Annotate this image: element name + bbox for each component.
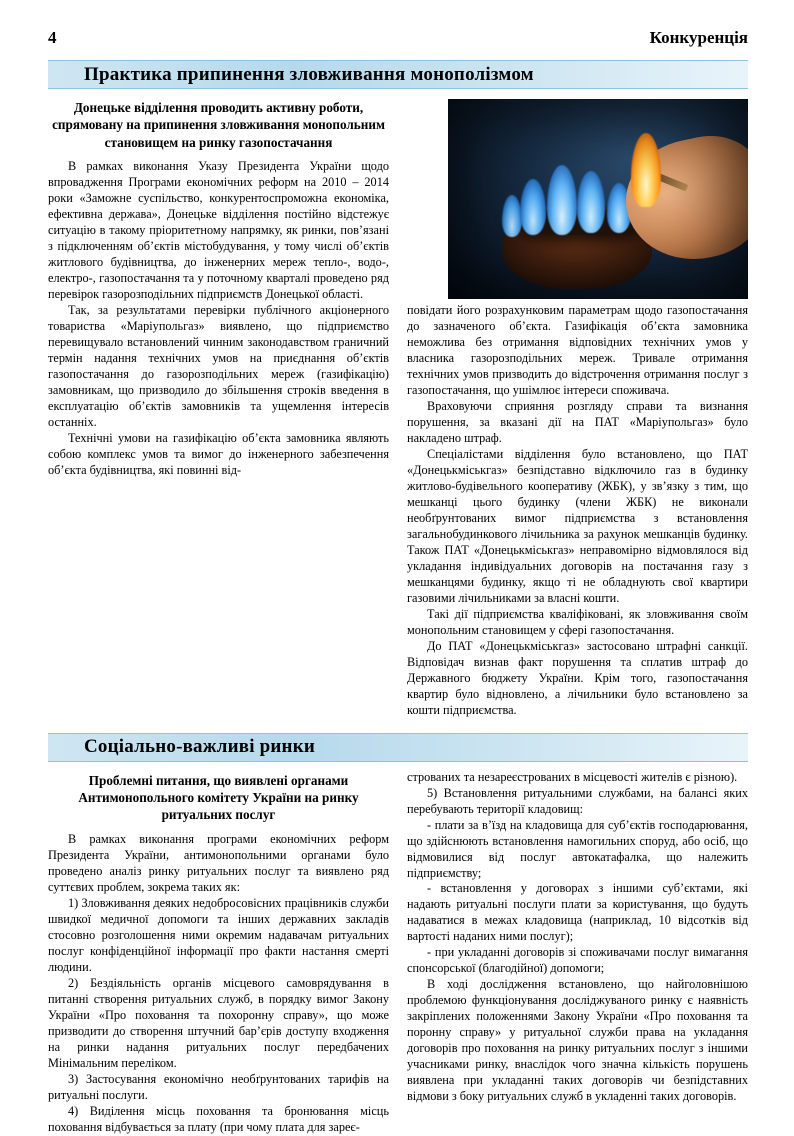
article-monopoly-subhead: Донецьке відділення проводить активну роботи, спрямовану на припинення зловживання монопольним становищем на ринку газопостачання	[52, 100, 385, 150]
paragraph: В рамках виконання Указу Президента України щодо впровадження Програми економічних реформ на 2010 – 2014 роки «Заможне суспільство, конкурентоспроможна економіка, ефективна держава», Донецьке відділення постійно відстежує ситуацію в такому пріоритетному напрямку, як ринки, пов’язані з підключенням об’єктів містобудування, у тому числі об’єктів житлового будівництва, до інженерних мереж тепло-, водо-, електро-, газопостачання та у поточному кварталі проведено ряд перевірок газорозподільних підприємств Донецької області.	[48, 159, 389, 302]
paragraph: 4) Виділення місць поховання та бронювання місць поховання відбувається за плату (при чому плата для зареє-	[48, 1103, 389, 1134]
page-content	[48, 28, 748, 1136]
article-ritual-subhead: Проблемні питання, що виявлені органами Антимонопольного комітету України на ринку ритуальних послуг	[78, 772, 359, 823]
paragraph: Такі дії підприємства кваліфіковані, як зловживання своїм монопольним становищем у сфері газопостачання.	[407, 606, 748, 637]
paragraph: В рамках виконання програми економічних реформ Президента України, антимонопольними органами було проведено аналіз ринку ритуальних послуг та виявлено ряд суттєвих проблем, зокрема таких як:	[48, 831, 389, 894]
paragraph: строваних та незареєстрованих в місцевості жителів є різною).	[407, 769, 738, 784]
paragraph: До ПАТ «Донецькміськгаз» застосовано штрафні санкції. Відповідач визнав факт порушення та сплатив штраф до Державного бюджету України. Крім того, газопостачання квартир було відновлено, а лічильники було встановлено за кошти підприємства.	[407, 638, 748, 717]
paragraph: Технічні умови на газифікацію об’єкта замовника являють собою комплекс умов та вимог до інженерного забезпечення об’єкта будівництва, які повинні від-	[48, 431, 389, 477]
photo-vignette	[448, 99, 748, 299]
paragraph: - при укладанні договорів зі споживачами послуг вимагання спонсорської (благодійної) допомоги;	[407, 945, 748, 976]
article-ritual-services	[48, 770, 748, 1136]
section-name: Конкуренція	[649, 28, 748, 47]
section-banner-social-markets	[48, 733, 748, 762]
article-ritual-right-column	[407, 770, 748, 1136]
paragraph: - встановлення у договорах з іншими суб’єктами, які надають ритуальні послуги плати за користування, що будуть надаватися в межах кладовища (наприклад, 10 відсотків від вартості наданих ними послуг);	[407, 881, 748, 944]
paragraph: Враховуючи сприяння розгляду справи та визнання порушення, за вказані дії на ПАТ «Маріупольгаз» було накладено штраф.	[407, 398, 748, 445]
paragraph: - плати за в’їзд на кладовища для суб’єктів господарювання, що здійснюють встановлення намогильних споруд, або осіб, що відмовилися від послуг автокатафалка, що належить підприємству;	[407, 817, 748, 880]
article-monopoly-left-column	[48, 97, 389, 719]
paragraph: В ході дослідження встановлено, що найголовнішою проблемою функціонування досліджуваного ринку є наявність закріплених положеннями Закону України «Про поховання та поронну справу» у ритуальної служби права на укладання договорів про поховання на ринку ритуальних послуг з іншими учасниками ринку, внаслідок чого значна кількість порушень виявлена при укладанні таких договорів чи безпідставних відмови з боку ритуальних служб в укладенні таких договорів.	[407, 977, 748, 1104]
paragraph: 3) Застосування економічно необґрунтованих тарифів на ритуальні послуги.	[48, 1071, 389, 1102]
article-monopoly	[48, 97, 748, 719]
page-number: 4	[48, 28, 57, 47]
running-head	[48, 28, 748, 54]
paragraph: 2) Бездіяльність органів місцевого самоврядування в питанні створення ритуальних служб, в порядку вимог Закону України «Про поховання та похоронну справу», що може призводити до створення штучний бар’єрів доступу входження на ринки надання ритуальних послуг передбачених Мінімальним переліком.	[48, 975, 389, 1070]
section-banner-monopoly-title: Практика припинення зловживання монополізмом	[84, 63, 534, 85]
spacer	[48, 719, 748, 727]
article-monopoly-right-column	[407, 97, 748, 719]
paragraph: Так, за результатами перевірки публічного акціонерного товариства «Маріупольгаз» виявлено, що підприємство перевищувало встановлений чинним законодавством граничний термін надання технічних умов на приєднання об’єктів газопостачання до газорозподільних мереж (газифікацію) замовникам, що призводило до збільшення строків введення в експлуатацію об’єктів замовників та ущемлення інтересів останніх.	[48, 303, 389, 430]
paragraph: 1) Зловживання деяких недобросовісних працівників служби швидкої медичної допомоги та інших державних закладів стосовно розголошення ними окремим надавачам ритуальних послуг конфіденційної інформації про факти настання смерті людини.	[48, 895, 389, 974]
gas-burner-flame-photo	[448, 99, 748, 299]
section-banner-monopoly	[48, 60, 748, 89]
paragraph: 5) Встановлення ритуальними службами, на балансі яких перебувають території кладовищ:	[407, 785, 748, 816]
article-ritual-left-column	[48, 770, 389, 1136]
paragraph: Спеціалістами відділення було встановлено, що ПАТ «Донецькміськгаз» безпідставно відключило газ в будинку житлово-будівельного кооперативу (ЖБК), у зв’язку з тим, що мешканці цього будинку (члени ЖБК) не виконали необґрунтованих вимог підприємства з встановлення загальнобудинкового лічильника за рахунок мешканців будинку. Також ПАТ «Донецькміськгаз» неправомірно відмовлялося від укладання індивідуальних договорів на постачання газу з мешканцями будинку, якщо ті не обладнують свої квартири газовими лічильниками за власні кошти.	[407, 446, 748, 605]
section-banner-social-markets-title: Соціально-важливі ринки	[84, 736, 315, 758]
paragraph: повідати його розрахунковим параметрам щодо газопостачання до зазначеного об’єкта. Газифікація об’єкта замовника неможлива без отримання відповідних технічних умов у власника газорозподільних мереж. Тривале отримання технічних умов призводить до відстрочення отримання послуг з газопостачання, що ушімлює інтереси споживача.	[407, 303, 748, 397]
